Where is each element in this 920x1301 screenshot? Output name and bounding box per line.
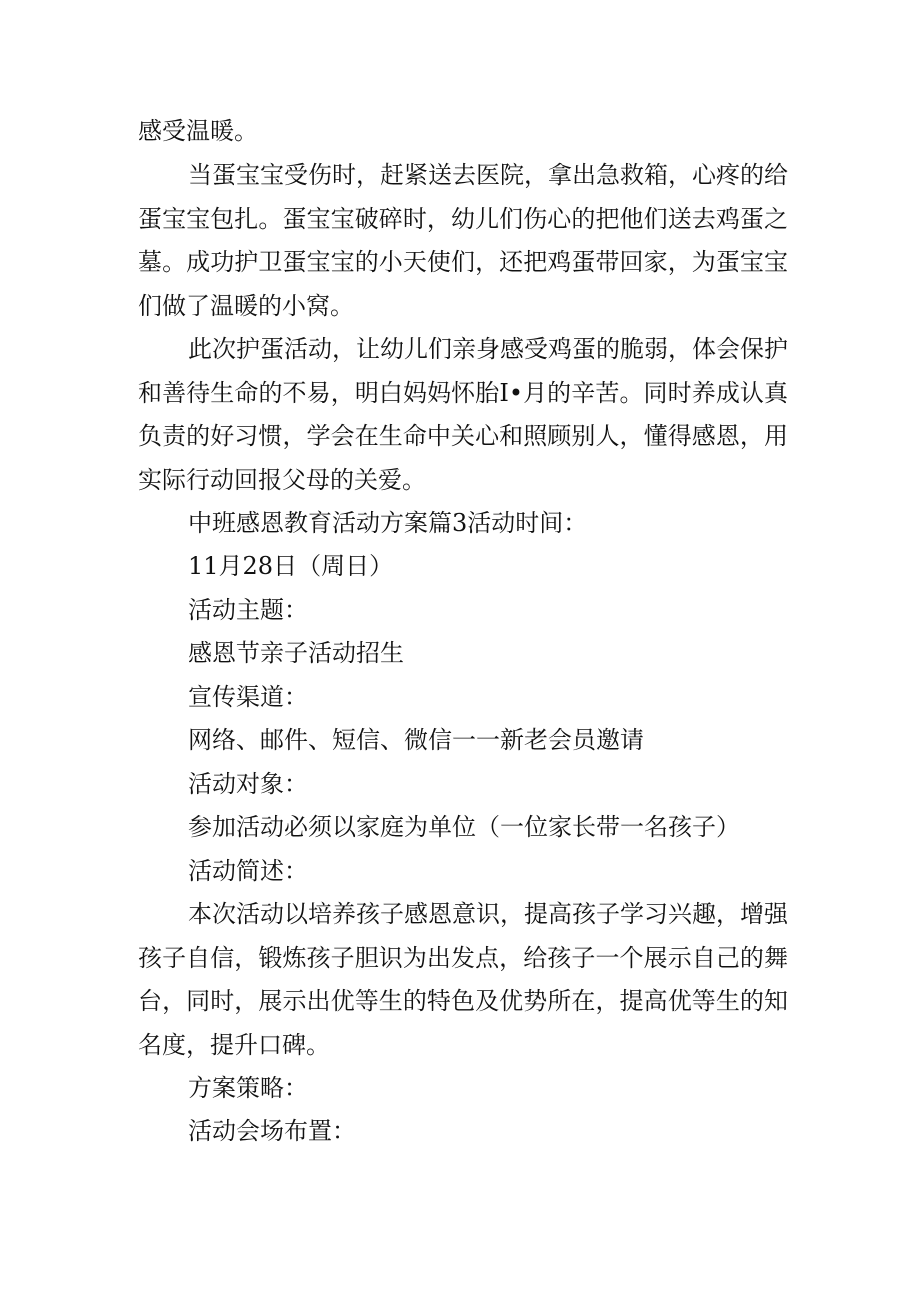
label-venue-layout: 活动会场布置： bbox=[188, 1117, 356, 1145]
label-activity-theme: 活动主题： bbox=[188, 596, 308, 624]
label-activity-summary: 活动简述： bbox=[188, 857, 308, 885]
activity-theme: 感恩节亲子活动招生 bbox=[188, 639, 404, 667]
paragraph-2: 当蛋宝宝受伤时，赶紧送去医院，拿出急救箱，心疼的给蛋宝宝包扎。蛋宝宝破碎时，幼儿们伤心的把他们送去鸡蛋之墓。成功护卫蛋宝宝的小天使们，还把鸡蛋带回家，为蛋宝宝们做了温暖的小窝。 bbox=[138, 161, 788, 320]
activity-summary: 本次活动以培养孩子感恩意识，提高孩子学习兴趣，增强孩子自信，锻炼孩子胆识为出发点，给孩子一个展示自己的舞台，同时，展示出优等生的特色及优势所在，提高优等生的知名度，提升口碑。 bbox=[138, 900, 788, 1059]
label-activity-target: 活动对象： bbox=[188, 770, 308, 798]
paragraph-1: 感受温暖。 bbox=[138, 117, 258, 145]
section-heading-activity-time: 中班感恩教育活动方案篇3活动时间： bbox=[188, 509, 588, 537]
activity-target: 参加活动必须以家庭为单位（一位家长带一名孩子） bbox=[188, 813, 740, 841]
paragraph-3: 此次护蛋活动，让幼儿们亲身感受鸡蛋的脆弱，体会保护和善待生命的不易，明白妈妈怀胎I•月的辛苦。同时养成认真负责的好习惯，学会在生命中关心和照顾别人，懂得感恩，用实际行动回报父母的关爱。 bbox=[138, 335, 788, 494]
promotion-channels: 网络、邮件、短信、微信一一新老会员邀请 bbox=[188, 726, 644, 754]
label-plan-strategy: 方案策略： bbox=[188, 1074, 308, 1102]
label-promotion-channels: 宣传渠道： bbox=[188, 683, 308, 711]
activity-date: 11月28日（周日） bbox=[188, 552, 394, 580]
